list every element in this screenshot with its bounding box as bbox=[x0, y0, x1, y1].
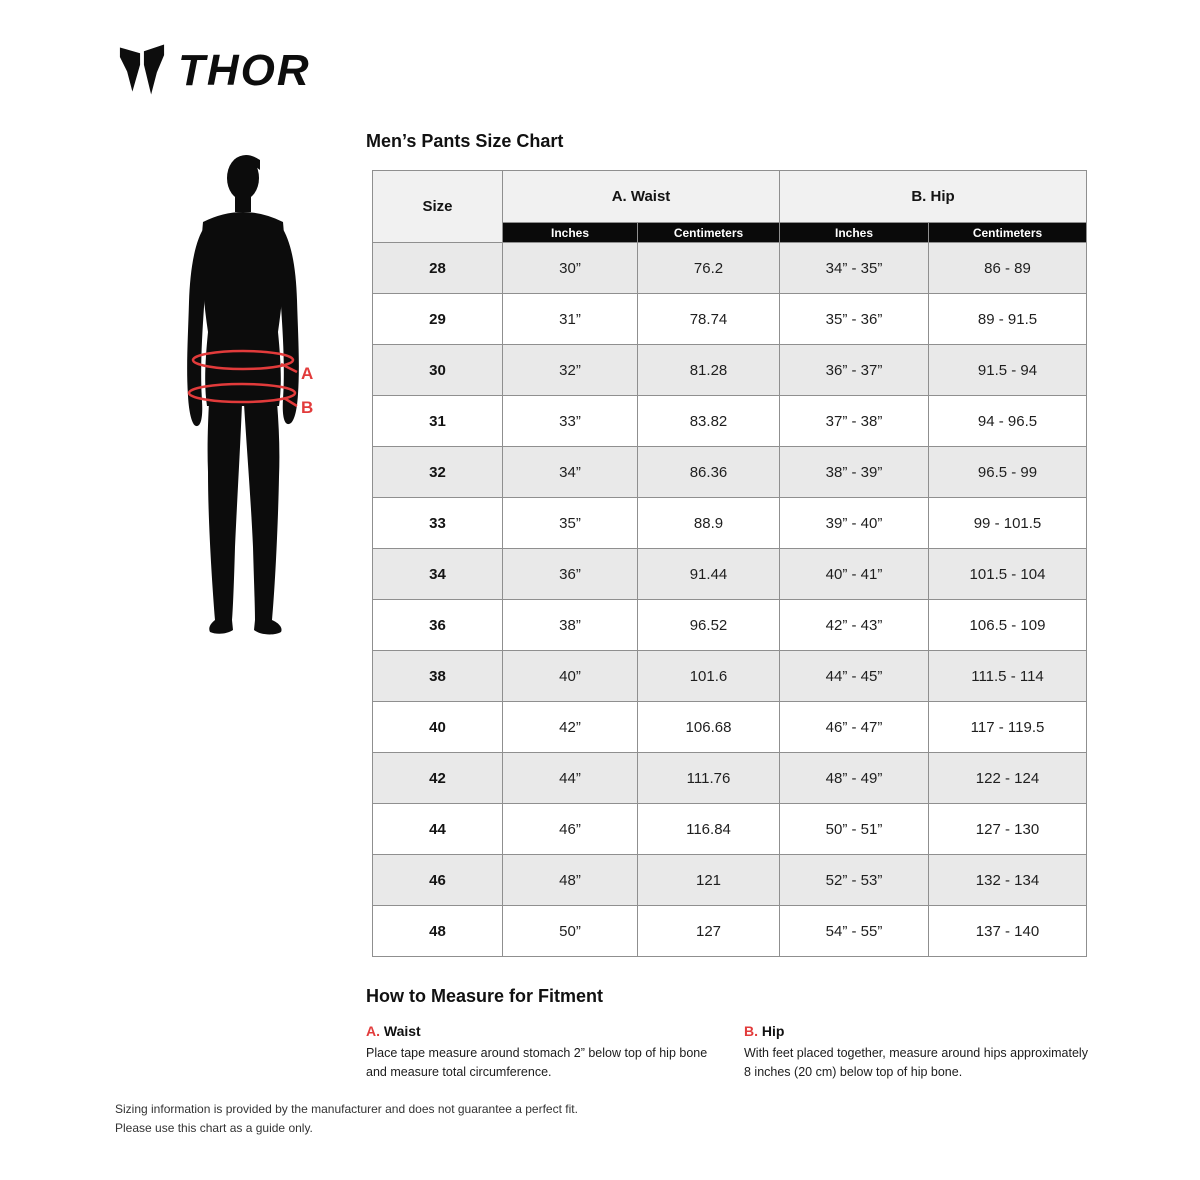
size-cell: 38 bbox=[373, 651, 503, 702]
waist-inches-header: Inches bbox=[503, 223, 638, 243]
waist-cm-cell: 96.52 bbox=[638, 600, 780, 651]
size-cell: 44 bbox=[373, 804, 503, 855]
hip-inches-cell: 48” - 49” bbox=[780, 753, 929, 804]
hip-group-header: B. Hip bbox=[780, 171, 1087, 223]
table-row bbox=[373, 600, 1087, 651]
hip-inches-cell: 37” - 38” bbox=[780, 396, 929, 447]
size-cell: 40 bbox=[373, 702, 503, 753]
table-row bbox=[373, 753, 1087, 804]
size-table-body bbox=[373, 243, 1087, 957]
table-row bbox=[373, 906, 1087, 957]
waist-cm-cell: 83.82 bbox=[638, 396, 780, 447]
how-to-measure-title: How to Measure for Fitment bbox=[366, 986, 604, 1006]
waist-cm-cell: 127 bbox=[638, 906, 780, 957]
hip-cm-cell: 94 - 96.5 bbox=[929, 396, 1087, 447]
hip-inches-header: Inches bbox=[780, 223, 929, 243]
hip-cm-cell: 111.5 - 114 bbox=[929, 651, 1087, 702]
hip-inches-cell: 46” - 47” bbox=[780, 702, 929, 753]
waist-inches-cell: 48” bbox=[503, 855, 638, 906]
size-cell: 48 bbox=[373, 906, 503, 957]
hip-inches-cell: 54” - 55” bbox=[780, 906, 929, 957]
hip-centimeters-header: Centimeters bbox=[929, 223, 1087, 243]
hip-inches-cell: 38” - 39” bbox=[780, 447, 929, 498]
measure-hip-key: B. bbox=[744, 1023, 758, 1039]
hip-inches-cell: 44” - 45” bbox=[780, 651, 929, 702]
table-row bbox=[373, 447, 1087, 498]
table-row bbox=[373, 651, 1087, 702]
waist-cm-cell: 101.6 bbox=[638, 651, 780, 702]
size-cell: 36 bbox=[373, 600, 503, 651]
measure-waist-name: Waist bbox=[383, 1023, 421, 1039]
male-silhouette-diagram bbox=[148, 150, 343, 655]
waist-cm-cell: 76.2 bbox=[638, 243, 780, 294]
disclaimer bbox=[115, 1100, 578, 1137]
size-cell: 31 bbox=[373, 396, 503, 447]
waist-cm-cell: 88.9 bbox=[638, 498, 780, 549]
waist-inches-cell: 46” bbox=[503, 804, 638, 855]
hip-cm-cell: 122 - 124 bbox=[929, 753, 1087, 804]
hip-cm-cell: 101.5 - 104 bbox=[929, 549, 1087, 600]
hip-inches-cell: 36” - 37” bbox=[780, 345, 929, 396]
hip-label-b: B bbox=[301, 398, 314, 417]
size-cell: 30 bbox=[373, 345, 503, 396]
table-row bbox=[373, 345, 1087, 396]
table-row bbox=[373, 702, 1087, 753]
measure-hip-heading bbox=[744, 1023, 1088, 1039]
waist-cm-cell: 111.76 bbox=[638, 753, 780, 804]
hip-cm-cell: 132 - 134 bbox=[929, 855, 1087, 906]
waist-inches-cell: 31” bbox=[503, 294, 638, 345]
waist-inches-cell: 35” bbox=[503, 498, 638, 549]
disclaimer-line-1: Sizing information is provided by the manufacturer and does not guarantee a perfect fit. bbox=[115, 1102, 578, 1116]
waist-inches-cell: 50” bbox=[503, 906, 638, 957]
size-column-header: Size bbox=[373, 171, 503, 243]
hip-inches-cell: 35” - 36” bbox=[780, 294, 929, 345]
waist-group-header: A. Waist bbox=[503, 171, 780, 223]
table-row bbox=[373, 498, 1087, 549]
hip-inches-cell: 50” - 51” bbox=[780, 804, 929, 855]
hip-cm-cell: 117 - 119.5 bbox=[929, 702, 1087, 753]
size-cell: 34 bbox=[373, 549, 503, 600]
waist-inches-cell: 40” bbox=[503, 651, 638, 702]
waist-cm-cell: 106.68 bbox=[638, 702, 780, 753]
hip-cm-cell: 91.5 - 94 bbox=[929, 345, 1087, 396]
waist-inches-cell: 42” bbox=[503, 702, 638, 753]
hip-inches-cell: 42” - 43” bbox=[780, 600, 929, 651]
hip-cm-cell: 99 - 101.5 bbox=[929, 498, 1087, 549]
size-cell: 29 bbox=[373, 294, 503, 345]
size-cell: 33 bbox=[373, 498, 503, 549]
hip-cm-cell: 86 - 89 bbox=[929, 243, 1087, 294]
waist-inches-cell: 30” bbox=[503, 243, 638, 294]
waist-cm-cell: 86.36 bbox=[638, 447, 780, 498]
size-cell: 28 bbox=[373, 243, 503, 294]
size-cell: 42 bbox=[373, 753, 503, 804]
hip-cm-cell: 96.5 - 99 bbox=[929, 447, 1087, 498]
hip-inches-cell: 34” - 35” bbox=[780, 243, 929, 294]
hip-inches-cell: 39” - 40” bbox=[780, 498, 929, 549]
hip-inches-cell: 52” - 53” bbox=[780, 855, 929, 906]
size-cell: 46 bbox=[373, 855, 503, 906]
hip-cm-cell: 127 - 130 bbox=[929, 804, 1087, 855]
waist-inches-cell: 44” bbox=[503, 753, 638, 804]
size-cell: 32 bbox=[373, 447, 503, 498]
measure-waist-text: Place tape measure around stomach 2” below top of hip bone and measure total circumference. bbox=[366, 1046, 708, 1079]
waist-cm-cell: 116.84 bbox=[638, 804, 780, 855]
waist-inches-cell: 32” bbox=[503, 345, 638, 396]
hip-cm-cell: 106.5 - 109 bbox=[929, 600, 1087, 651]
brand-logo bbox=[118, 40, 311, 100]
waist-centimeters-header: Centimeters bbox=[638, 223, 780, 243]
waist-inches-cell: 38” bbox=[503, 600, 638, 651]
waist-cm-cell: 81.28 bbox=[638, 345, 780, 396]
measure-hip-text: With feet placed together, measure around hips approximately 8 inches (20 cm) below top of hip bone. bbox=[744, 1046, 1088, 1079]
page-title: Men’s Pants Size Chart bbox=[366, 131, 564, 151]
table-row bbox=[373, 855, 1087, 906]
waist-cm-cell: 91.44 bbox=[638, 549, 780, 600]
waist-cm-cell: 121 bbox=[638, 855, 780, 906]
hip-cm-cell: 89 - 91.5 bbox=[929, 294, 1087, 345]
measure-waist-key: A. bbox=[366, 1023, 380, 1039]
table-row bbox=[373, 243, 1087, 294]
waist-inches-cell: 36” bbox=[503, 549, 638, 600]
table-row bbox=[373, 294, 1087, 345]
table-row bbox=[373, 396, 1087, 447]
waist-inches-cell: 34” bbox=[503, 447, 638, 498]
thor-horns-icon bbox=[118, 42, 166, 98]
measure-waist-heading bbox=[366, 1023, 744, 1039]
how-to-measure-section bbox=[366, 986, 1088, 1082]
hip-cm-cell: 137 - 140 bbox=[929, 906, 1087, 957]
size-table bbox=[372, 170, 1087, 957]
measure-hip-name: Hip bbox=[761, 1023, 785, 1039]
measure-waist-block bbox=[366, 1023, 744, 1082]
waist-label-a: A bbox=[301, 364, 314, 383]
measure-hip-block bbox=[744, 1023, 1088, 1082]
table-row bbox=[373, 804, 1087, 855]
male-silhouette bbox=[187, 155, 299, 634]
hip-inches-cell: 40” - 41” bbox=[780, 549, 929, 600]
brand-logo-text: THOR bbox=[178, 46, 311, 95]
table-row bbox=[373, 549, 1087, 600]
waist-inches-cell: 33” bbox=[503, 396, 638, 447]
waist-cm-cell: 78.74 bbox=[638, 294, 780, 345]
disclaimer-line-2: Please use this chart as a guide only. bbox=[115, 1120, 313, 1135]
